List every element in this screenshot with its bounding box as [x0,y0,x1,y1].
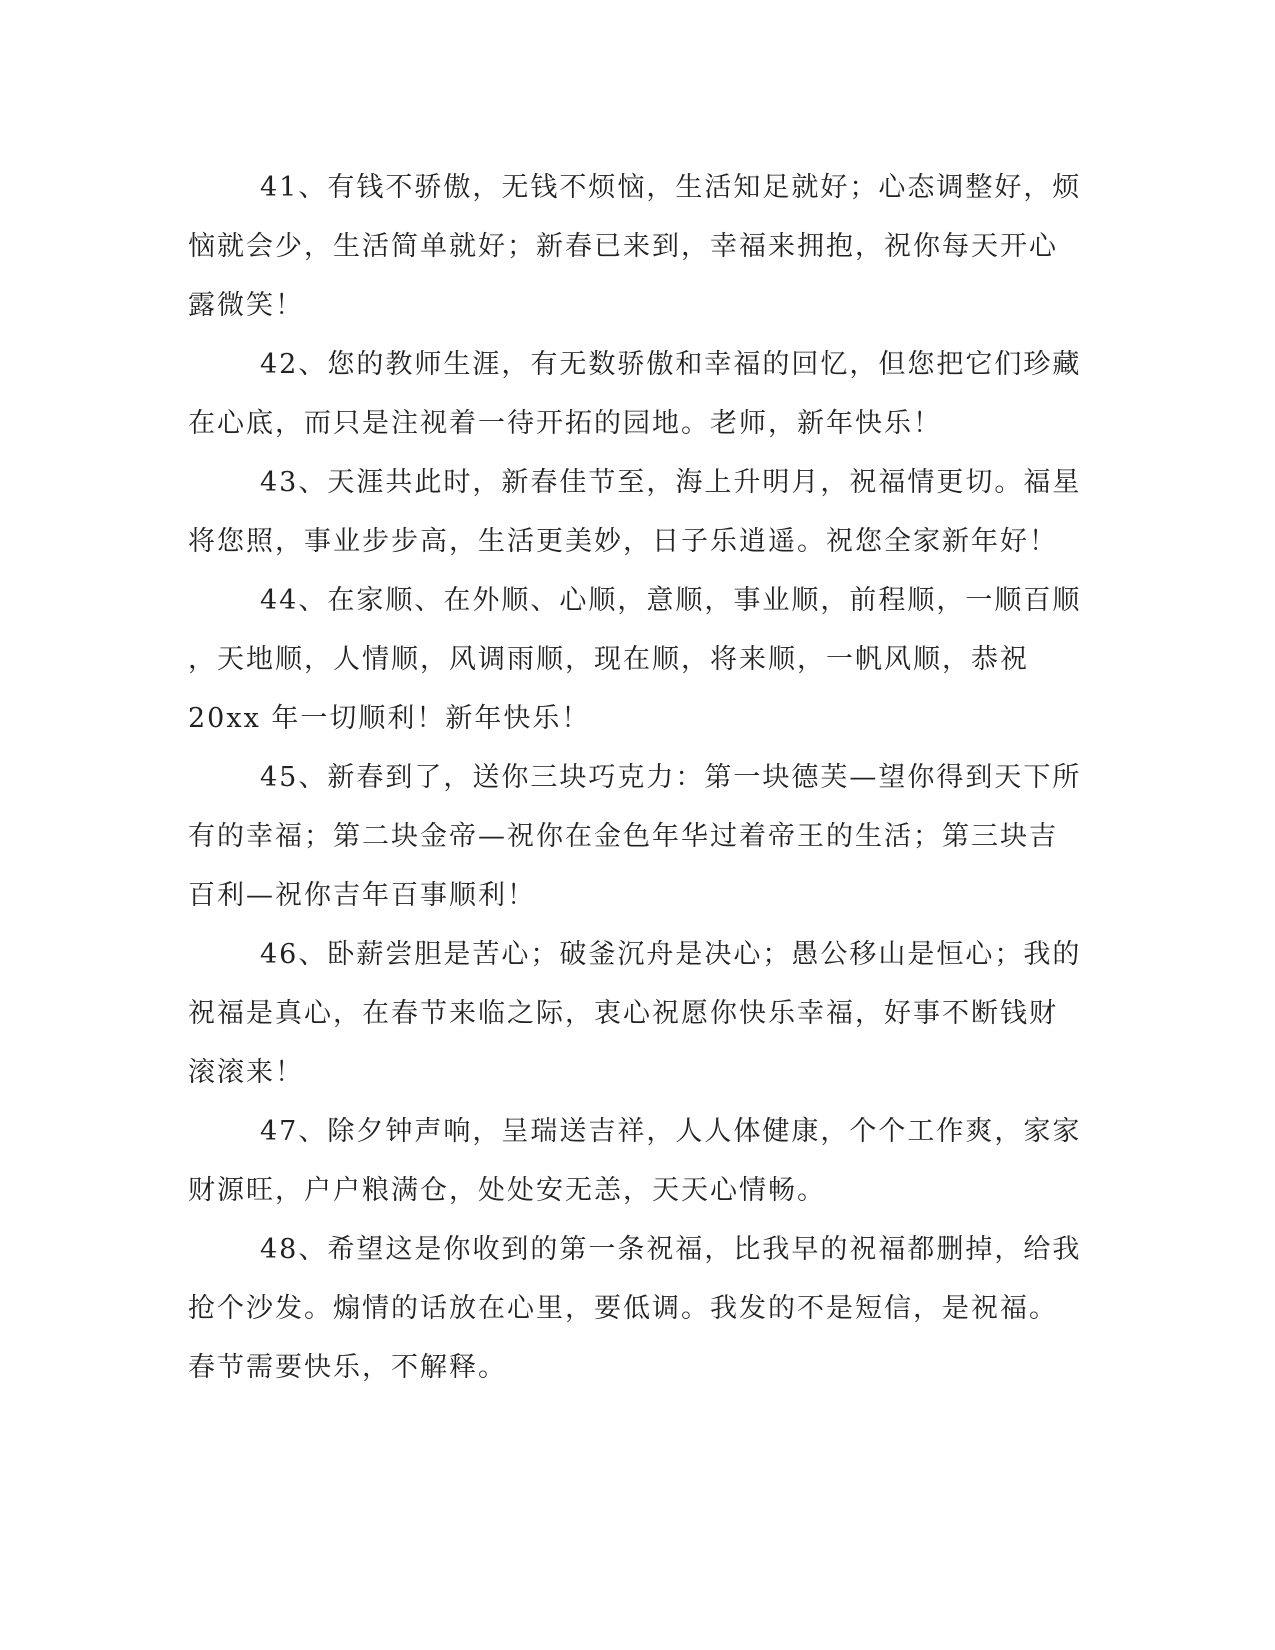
text-line: 将您照，事业步步高，生活更美妙，日子乐逍遥。祝您全家新年好！ [188,526,1058,557]
paragraph-45 [188,748,1082,925]
paragraph-46 [188,925,1082,1102]
text-line: 43、天涯共此时，新春佳节至，海上升明月，祝福情更切。福星 [260,467,1082,498]
paragraph-41 [188,158,1082,335]
text-line: 百利—祝你吉年百事顺利！ [188,880,536,911]
text-line: 抢个沙发。煽情的话放在心里，要低调。我发的不是短信，是祝福。 [188,1293,1058,1324]
text-line: 有的幸福；第二块金帝—祝你在金色年华过着帝王的生活；第三块吉 [188,821,1058,852]
text-line: 在心底，而只是注视着一待开拓的园地。老师，新年快乐！ [188,408,942,439]
text-line: 滚滚来！ [188,1057,304,1088]
paragraph-44 [188,571,1082,748]
paragraph-48 [188,1220,1082,1397]
text-line: 恼就会少，生活简单就好；新春已来到，幸福来拥抱，祝你每天开心 [188,231,1058,262]
paragraph-47 [188,1102,1082,1220]
paragraph-42 [188,335,1082,453]
text-line: 财源旺，户户粮满仓，处处安无恙，天天心情畅。 [188,1175,826,1206]
text-line: 春节需要快乐，不解释。 [188,1352,507,1383]
text-line: 45、新春到了，送你三块巧克力：第一块德芙—望你得到天下所 [260,762,1082,793]
text-line: 露微笑！ [188,290,304,321]
text-line: 44、在家顺、在外顺、心顺，意顺，事业顺，前程顺，一顺百顺 [260,585,1082,616]
text-line: ，天地顺，人情顺，风调雨顺，现在顺，将来顺，一帆风顺，恭祝 [188,644,1029,675]
document-body [188,158,1082,1397]
text-line: 47、除夕钟声响，呈瑞送吉祥，人人体健康，个个工作爽，家家 [260,1116,1082,1147]
text-line: 20xx 年一切顺利！新年快乐！ [188,703,591,734]
text-line: 42、您的教师生涯，有无数骄傲和幸福的回忆，但您把它们珍藏 [260,349,1082,380]
text-line: 46、卧薪尝胆是苦心；破釜沉舟是决心；愚公移山是恒心；我的 [260,939,1082,970]
text-line: 48、希望这是你收到的第一条祝福，比我早的祝福都删掉，给我 [260,1234,1082,1265]
text-line: 41、有钱不骄傲，无钱不烦恼，生活知足就好；心态调整好，烦 [260,172,1082,203]
paragraph-43 [188,453,1082,571]
text-line: 祝福是真心，在春节来临之际，衷心祝愿你快乐幸福，好事不断钱财 [188,998,1058,1029]
